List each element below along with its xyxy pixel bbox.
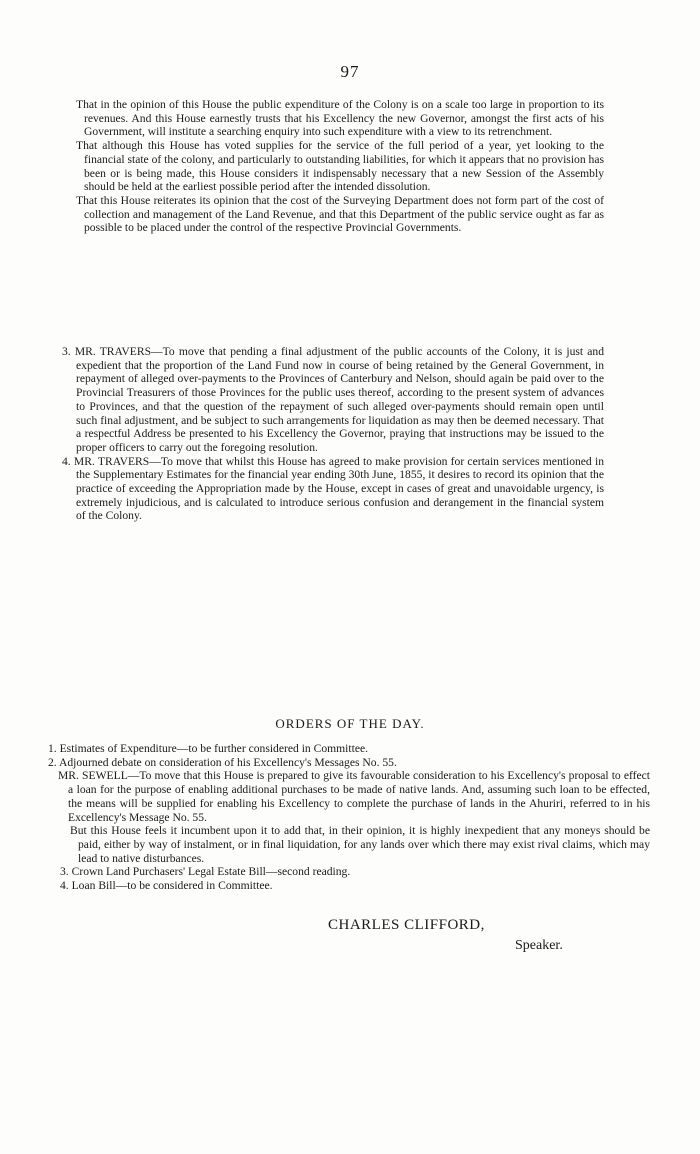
page-number: 97 bbox=[340, 62, 360, 81]
resolution-paragraph: That this House reiterates its opinion that the cost of the Surveying Department does not form part of the cost of collection and management of the Land Revenue, and that this Department of the public service ought as far as possible to be placed under the control of the respective Provincial Governments. bbox=[76, 193, 604, 235]
order-item: 2. Adjourned debate on consideration of his Excellency's Messages No. 55. bbox=[48, 755, 397, 769]
order-item: 1. Estimates of Expenditure—to be further considered in Committee. bbox=[48, 742, 369, 755]
order-item: 3. Crown Land Purchasers' Legal Estate Bill—second reading. bbox=[60, 865, 351, 879]
signature-title: Speaker. bbox=[515, 938, 563, 953]
order-item: 4. Loan Bill—to be considered in Committee. bbox=[60, 879, 273, 893]
orders-list bbox=[48, 742, 650, 893]
motions-block bbox=[62, 345, 604, 523]
signature-name: CHARLES CLIFFORD, bbox=[328, 917, 485, 933]
order-motion: MR. SEWELL—To move that this House is prepared to give its favourable consideration to his Excellency's proposal to effect a loan for the purpose of enabling additional purchases to be made of native lands. And, assuming such loan to be effected, the means will be supplied for enabling his Excellency to complete the purchase of lands in the Ahuriri, referred to in his Excellency's Message No. 55. bbox=[58, 769, 650, 824]
resolutions-block bbox=[76, 98, 604, 235]
motion-paragraph: 4. MR. TRAVERS—To move that whilst this House has agreed to make provision for certain services mentioned in the Supplementary Estimates for the financial year ending 30th June, 1855, it desires to record its opinion that the practice of exceeding the Appropriation made by the House, except in cases of great and unavoidable urgency, is extremely injudicious, and is calculated to introduce serious confusion and derangement in the financial system of the Colony. bbox=[62, 454, 604, 523]
order-rider: But this House feels it incumbent upon it to add that, in their opinion, it is highly inexpedient that any moneys should be paid, either by way of instalment, or in final liquidation, for any lands over which there may exist rival claims, which may lead to native disturbances. bbox=[70, 824, 650, 865]
resolution-paragraph: That in the opinion of this House the public expenditure of the Colony is on a scale too large in proportion to its revenues. And this House earnestly trusts that his Excellency the new Governor, amongst the first acts of his Government, will institute a searching enquiry into such expenditure with a view to its retrenchment. bbox=[76, 98, 604, 139]
resolution-paragraph: That although this House has voted supplies for the service of the full period of a year, yet looking to the financial state of the colony, and particularly to outstanding liabilities, for which it appears that no provision has been or is being made, this House considers it indispensably necessary that a new Session of the Assembly should be held at the earliest possible period after the intended dissolution. bbox=[76, 139, 604, 194]
orders-of-the-day-heading: ORDERS OF THE DAY. bbox=[275, 716, 425, 731]
motion-paragraph: 3. MR. TRAVERS—To move that pending a final adjustment of the public accounts of the Colony, it is just and expedient that the proportion of the Land Fund now in course of being retained by the General Government, in repayment of alleged over-payments to the Provinces of Canterbury and Nelson, should again be paid over to the Provincial Treasurers of those Provinces for the public uses thereof, according to the present system of advances to Provinces, and that the question of the repayment of such alleged over-payments should remain open until such final adjustment, and be subject to such arrangements for liquidation as may then be deemed necessary. That a respectful Address be presented to his Excellency the Governor, praying that instructions may be issued to the proper officers to carry out the foregoing resolution. bbox=[62, 345, 604, 454]
